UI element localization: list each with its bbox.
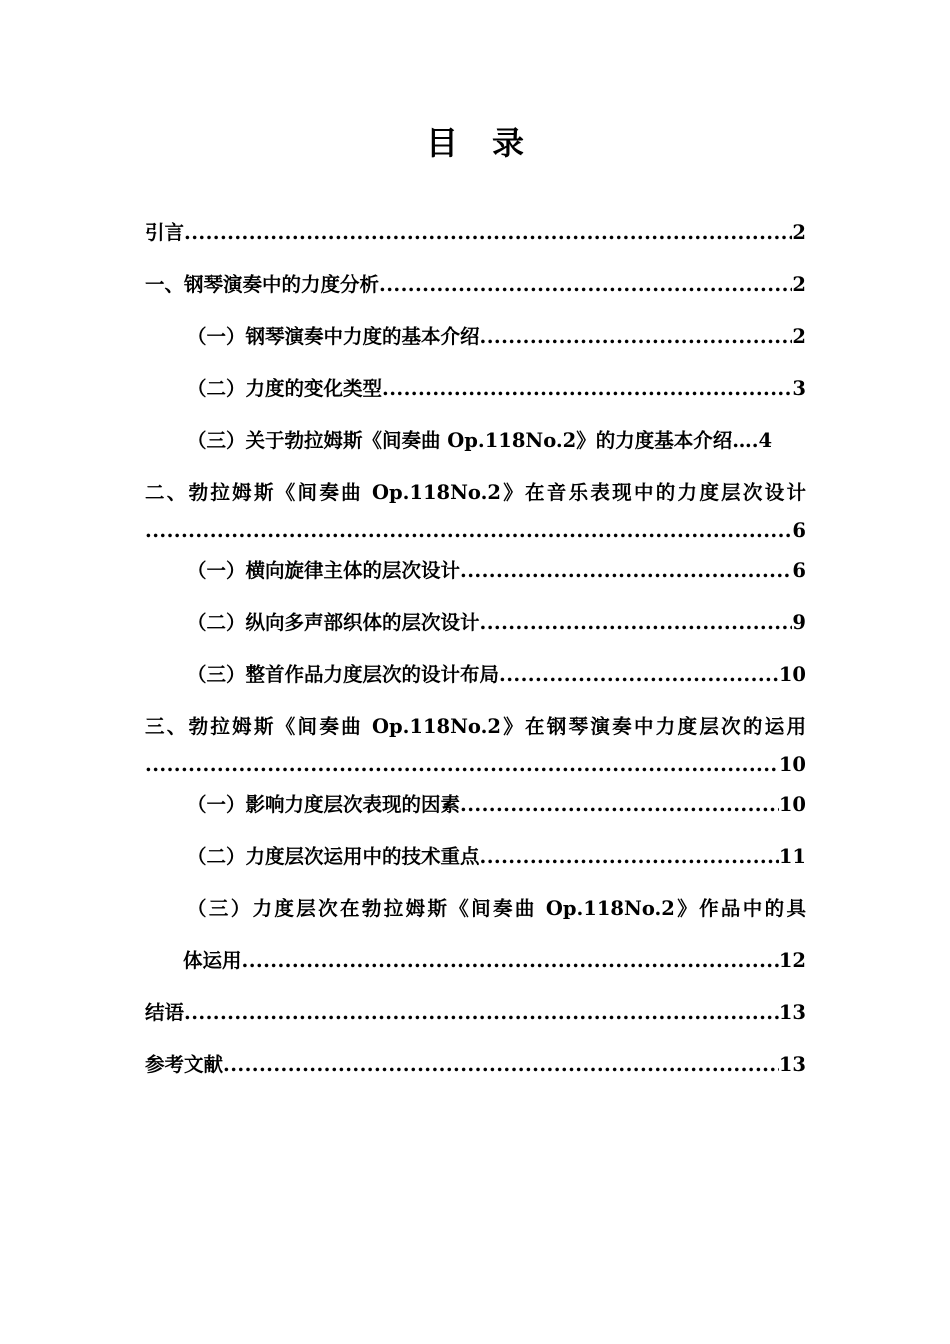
toc-entry-label: 一、钢琴演奏中的力度分析	[145, 273, 380, 296]
toc-page-number: 3	[792, 377, 806, 400]
toc-page-number: 10	[778, 753, 806, 776]
toc-entry-3-1[interactable]	[187, 786, 806, 820]
toc-entry-label: （一）横向旋律主体的层次设计	[187, 559, 461, 582]
toc-entry-1-2[interactable]	[187, 370, 806, 404]
toc-entry-1-1[interactable]	[187, 318, 806, 352]
toc-page-number: 6	[792, 519, 806, 542]
toc-entry-label: （一）影响力度层次表现的因素	[187, 793, 461, 816]
toc-page-number: 13	[778, 1001, 806, 1024]
dot-leader	[480, 608, 793, 638]
toc-entry-references[interactable]	[145, 1046, 806, 1080]
toc-entry-label: （二）力度的变化类型	[187, 377, 383, 400]
dot-leader	[184, 998, 779, 1028]
toc-entry-3-3-continued[interactable]	[183, 942, 806, 976]
dot-leader	[184, 218, 792, 248]
toc-entry-label: 三、勃拉姆斯《间奏曲 Op.118No.2》在钢琴演奏中力度层次的运用	[145, 715, 806, 738]
toc-entry-label: 结语	[145, 1001, 185, 1024]
toc-page-number: 2	[792, 325, 806, 348]
toc-entry-label: （三）力度层次在勃拉姆斯《间奏曲 Op.118No.2》作品中的具	[187, 897, 806, 920]
toc-entry-label: （二）力度层次运用中的技术重点	[187, 845, 480, 868]
toc-entry-2-1[interactable]	[187, 552, 806, 586]
dot-leader	[382, 374, 792, 404]
dot-leader	[223, 1050, 779, 1080]
dot-leader	[480, 322, 793, 352]
dot-leader	[145, 516, 792, 546]
toc-entry-2-3[interactable]	[187, 656, 806, 690]
dot-leader	[460, 556, 792, 586]
toc-entry-chapter-3[interactable]	[145, 708, 806, 742]
toc-entry-chapter-1[interactable]	[145, 266, 806, 300]
toc-page-number: 12	[778, 949, 806, 972]
toc-entry-chapter-3-leader[interactable]	[145, 746, 806, 780]
toc-entry-label: 引言	[145, 221, 185, 244]
toc-page-number: 6	[792, 559, 806, 582]
toc-entry-2-2[interactable]	[187, 604, 806, 638]
dot-leader	[145, 750, 779, 780]
toc-page-number: 4	[758, 429, 773, 452]
dot-leader	[480, 842, 779, 872]
dot-leader	[460, 790, 779, 820]
toc-entry-conclusion[interactable]	[145, 994, 806, 1028]
toc-entry-label: 二、勃拉姆斯《间奏曲 Op.118No.2》在音乐表现中的力度层次设计	[145, 481, 806, 504]
toc-entry-1-3[interactable]	[187, 422, 806, 456]
toc-entry-introduction[interactable]	[145, 214, 806, 248]
toc-page-number: 2	[792, 273, 806, 296]
toc-entry-chapter-2-leader[interactable]	[145, 512, 806, 546]
dot-leader-short: ….	[732, 429, 759, 452]
toc-entry-chapter-2[interactable]	[145, 474, 806, 508]
toc-entry-label: （一）钢琴演奏中力度的基本介绍	[187, 325, 480, 348]
toc-entry-label: 参考文献	[145, 1053, 224, 1076]
toc-page-number: 9	[792, 611, 806, 634]
toc-page-number: 11	[778, 845, 806, 868]
page-title: 目录	[425, 124, 558, 162]
toc-entry-label: 体运用	[183, 949, 242, 972]
toc-page-number: 13	[778, 1053, 806, 1076]
toc-entry-3-3[interactable]	[187, 890, 806, 924]
dot-leader	[379, 270, 792, 300]
toc-entry-3-2[interactable]	[187, 838, 806, 872]
toc-page-number: 10	[778, 793, 806, 816]
toc-entry-label: （三）关于勃拉姆斯《间奏曲 Op.118No.2》的力度基本介绍	[187, 429, 733, 452]
dot-leader	[499, 660, 779, 690]
dot-leader	[242, 946, 779, 976]
toc-entry-label: （二）纵向多声部织体的层次设计	[187, 611, 480, 634]
toc-entry-label: （三）整首作品力度层次的设计布局	[187, 663, 500, 686]
toc-page-number: 2	[792, 221, 806, 244]
toc-page-number: 10	[778, 663, 806, 686]
